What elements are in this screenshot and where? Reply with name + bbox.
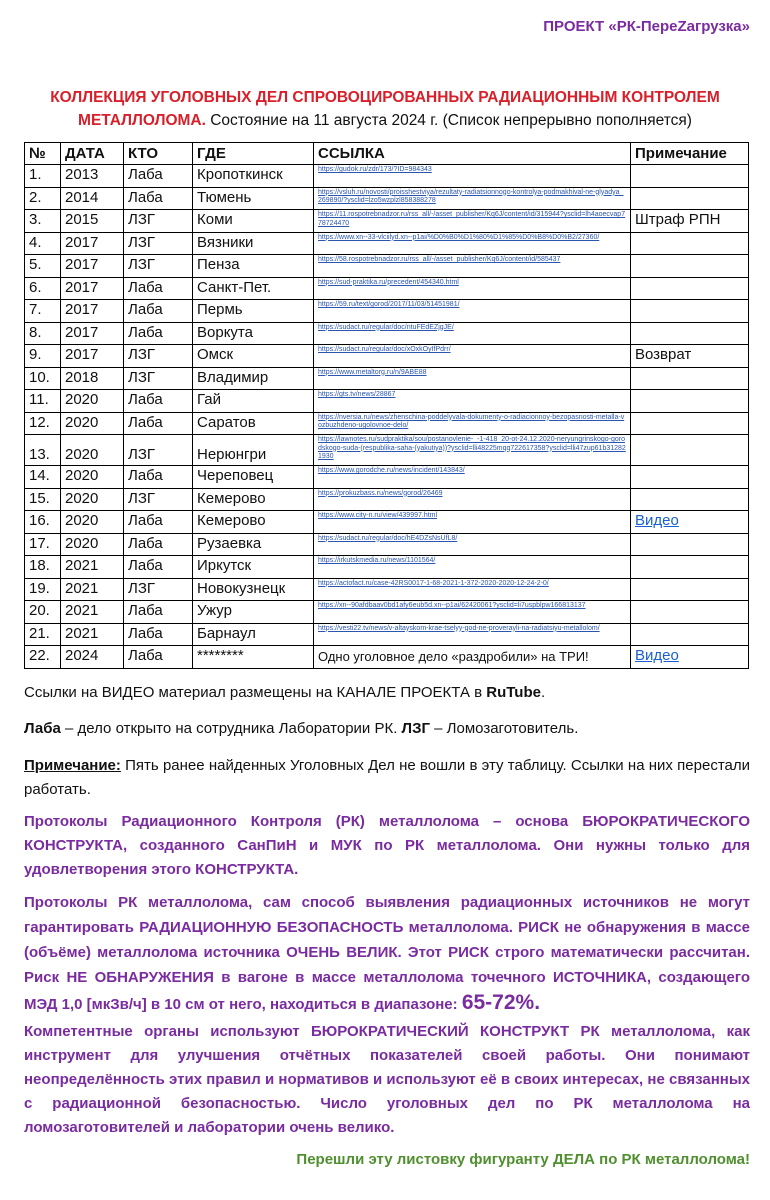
header-note: Примечание (631, 143, 749, 165)
row-date: 2020 (61, 466, 124, 489)
table-body (25, 165, 749, 669)
row-where: Коми (193, 210, 314, 233)
video-link[interactable]: Видео (635, 647, 679, 664)
row-note (631, 255, 749, 278)
row-link[interactable]: https://gudok.ru/zdr/173/?ID=984343 (318, 166, 432, 173)
row-who: ЛЗГ (124, 232, 193, 255)
row-link-cell (314, 255, 631, 278)
title-red: КОЛЛЕКЦИЯ УГОЛОВНЫХ ДЕЛ СПРОВОЦИРОВАННЫХ РАДИАЦИОННЫМ КОНТРОЛЕМ МЕТАЛЛОЛОМА. (50, 89, 720, 129)
row-where: Гай (193, 390, 314, 413)
row-link-cell (314, 466, 631, 489)
header-who: КТО (124, 143, 193, 165)
row-note (631, 533, 749, 556)
row-who: Лаба (124, 511, 193, 534)
row-where: Омск (193, 345, 314, 368)
row-note (631, 187, 749, 210)
row-link[interactable]: https://prokuzbass.ru/news/gorod/26469 (318, 489, 443, 497)
row-link[interactable]: https://xn--90afdbaav0bd1afy6eub5d.xn--p1ai/62420061?ysclid=li7uspblpw166813137 (318, 602, 586, 609)
row-who: ЛЗГ (124, 367, 193, 390)
row-number: 6. (25, 277, 61, 300)
table-row (25, 255, 749, 278)
header-number: № (25, 143, 61, 165)
row-link-cell (314, 322, 631, 345)
row-where: Новокузнецк (193, 578, 314, 601)
row-who: ЛЗГ (124, 345, 193, 368)
row-link-cell (314, 390, 631, 413)
row-link[interactable]: https://58.rospotrebnadzor.ru/rss_all/-/asset_publisher/Kq6J/content/id/585437 (318, 256, 561, 263)
row-who: Лаба (124, 187, 193, 210)
row-where: Нерюнгри (193, 435, 314, 466)
row-who: ЛЗГ (124, 578, 193, 601)
table-row (25, 623, 749, 646)
table-row (25, 601, 749, 624)
row-link-cell (314, 511, 631, 534)
row-number: 13. (25, 435, 61, 466)
note-paragraph: Примечание: Пять ранее найденных Уголовных Дел не вошли в эту таблицу. Ссылки на них перестали работать. (24, 757, 750, 798)
table-row (25, 210, 749, 233)
rutube-label: RuTube (486, 684, 541, 701)
row-number: 21. (25, 623, 61, 646)
row-date: 2017 (61, 345, 124, 368)
row-where: Кемерово (193, 488, 314, 511)
row-where: Вязники (193, 232, 314, 255)
row-link-cell (314, 345, 631, 368)
row-where: Пермь (193, 300, 314, 323)
cases-table (24, 142, 749, 669)
row-who: Лаба (124, 165, 193, 188)
row-number: 1. (25, 165, 61, 188)
row-date: 2020 (61, 488, 124, 511)
row-note: Возврат (631, 345, 749, 368)
row-who: ЛЗГ (124, 255, 193, 278)
row-number: 11. (25, 390, 61, 413)
row-link-cell (314, 210, 631, 233)
legend-lzg: ЛЗГ (401, 720, 430, 737)
row-date: 2020 (61, 511, 124, 534)
legend-laba: Лаба (24, 720, 61, 737)
row-link-cell (314, 277, 631, 300)
row-where: Воркута (193, 322, 314, 345)
table-row (25, 165, 749, 188)
row-where: Владимир (193, 367, 314, 390)
header-date: ДАТА (61, 143, 124, 165)
row-link[interactable]: https://sud-praktika.ru/precedent/454340.html (318, 278, 459, 286)
row-where: Кемерово (193, 511, 314, 534)
table-row (25, 367, 749, 390)
note-label: Примечание: (24, 757, 121, 774)
table-row (25, 412, 749, 435)
row-where: Иркутск (193, 556, 314, 579)
row-who: ЛЗГ (124, 488, 193, 511)
project-header: ПРОЕКТ «РК-ПереZагрузка» (543, 18, 750, 35)
row-who: Лаба (124, 412, 193, 435)
table-row (25, 646, 749, 669)
row-where: Саратов (193, 412, 314, 435)
row-who: Лаба (124, 646, 193, 669)
row-date: 2020 (61, 412, 124, 435)
row-number: 7. (25, 300, 61, 323)
row-who: Лаба (124, 300, 193, 323)
row-note (631, 623, 749, 646)
row-link[interactable]: https://sudact.ru/regular/doc/ntuFEdEZjgJE/ (318, 323, 454, 331)
row-link[interactable]: https://www.xn--33-vlciilyd.xn--p1ai/%D0%B0%D1%80%D1%85%D0%B8%D0%B2/27360/ (318, 233, 600, 241)
row-link-cell (314, 367, 631, 390)
row-note (631, 390, 749, 413)
row-where: Тюмень (193, 187, 314, 210)
row-date: 2013 (61, 165, 124, 188)
table-row (25, 466, 749, 489)
row-date: 2021 (61, 578, 124, 601)
row-who: Лаба (124, 556, 193, 579)
footer-call-to-action: Перешли эту листовку фигуранту ДЕЛА по РК металлолома! (296, 1151, 750, 1168)
row-link[interactable]: https://nversia.ru/news/zhenschina-poddelyvala-dokumenty-o-radiacionnoy-bezopasnosti-metalla-vozbuzhdeno-ugolovnoe-delo/ (318, 413, 625, 429)
row-where: Санкт-Пет. (193, 277, 314, 300)
row-link[interactable]: https://vsluh.ru/novosti/proisshestviya/rezultaty-radiatsionnogo-kontrolya-podmakhival-ne-glyadya_269890/?ysclid=lzo5wzplzl858388278 (318, 188, 624, 204)
table-row (25, 187, 749, 210)
row-note (631, 165, 749, 188)
row-link[interactable]: https://11.rospotrebnadzor.ru/rss_all/-/asset_publisher/Kq6J/content/id/315944?ysclid=lh4aoecvap778724470 (318, 211, 626, 227)
row-number: 19. (25, 578, 61, 601)
row-link-cell (314, 165, 631, 188)
row-number: 2. (25, 187, 61, 210)
row-date: 2018 (61, 367, 124, 390)
row-note (631, 511, 749, 534)
table-row (25, 556, 749, 579)
row-note (631, 412, 749, 435)
table-row (25, 232, 749, 255)
row-link-cell (314, 488, 631, 511)
legend-paragraph: Лаба – дело открыто на сотрудника Лаборатории РК. ЛЗГ – Ломозаготовитель. (24, 720, 579, 737)
row-date: 2021 (61, 623, 124, 646)
row-where: Барнаул (193, 623, 314, 646)
row-who: Лаба (124, 277, 193, 300)
row-number: 10. (25, 367, 61, 390)
table-row (25, 435, 749, 466)
row-link[interactable]: https://sudact.ru/regular/doc/hE4DZsNsUfL8/ (318, 534, 458, 542)
row-where: ******** (193, 646, 314, 669)
row-date: 2014 (61, 187, 124, 210)
table-row (25, 277, 749, 300)
row-link[interactable]: https://irkutskmedia.ru/news/1101564/ (318, 557, 436, 564)
row-link-cell (314, 601, 631, 624)
risk-range: 65-72%. (461, 991, 541, 1014)
header-link: ССЫЛКА (314, 143, 631, 165)
row-note (631, 232, 749, 255)
row-note (631, 556, 749, 579)
row-who: Лаба (124, 466, 193, 489)
video-paragraph: Ссылки на ВИДЕО материал размещены на КАНАЛЕ ПРОЕКТА в RuTube. (24, 684, 546, 701)
table-row (25, 345, 749, 368)
row-number: 20. (25, 601, 61, 624)
row-link[interactable]: https://59.ru/text/gorod/2017/11/03/51451981/ (318, 301, 460, 308)
row-date: 2017 (61, 232, 124, 255)
row-who: Лаба (124, 623, 193, 646)
row-link[interactable]: https://www.gorodche.ru/news/incident/143843/ (318, 467, 465, 474)
row-note (631, 300, 749, 323)
protocols-paragraph: Протоколы Радиационного Контроля (РК) металлолома – основа БЮРОКРАТИЧЕСКОГО КОНСТРУКТА, созданного СанПиН и МУК по РК металлолома. Они нужны только для удовлетворения этого КОНСТРУКТА. (24, 813, 750, 878)
row-where: Пенза (193, 255, 314, 278)
row-number: 15. (25, 488, 61, 511)
row-note (631, 435, 749, 466)
header-where: ГДЕ (193, 143, 314, 165)
row-note (631, 322, 749, 345)
row-who: Лаба (124, 601, 193, 624)
row-link[interactable]: https://sudact.ru/regular/doc/xOxkOyIfPdrr/ (318, 346, 451, 353)
row-number: 16. (25, 511, 61, 534)
row-link-cell (314, 187, 631, 210)
row-date: 2017 (61, 255, 124, 278)
row-link[interactable]: https://www.city-n.ru/view/439997.html (318, 512, 438, 519)
row-number: 9. (25, 345, 61, 368)
row-number: 22. (25, 646, 61, 669)
table-row (25, 578, 749, 601)
row-link-cell (314, 412, 631, 435)
title-status: Состояние на 11 августа 2024 г. (Список непрерывно пополняется) (210, 112, 692, 129)
row-link-cell (314, 533, 631, 556)
document-title (24, 86, 746, 132)
row-date: 2015 (61, 210, 124, 233)
table-row (25, 322, 749, 345)
row-date: 2020 (61, 533, 124, 556)
row-where: Рузаевка (193, 533, 314, 556)
row-who: ЛЗГ (124, 435, 193, 466)
row-link-cell (314, 556, 631, 579)
row-link[interactable]: https://vesti22.tv/news/v-altayskom-krae-tselyy-god-ne-proverayli-na-radiatsiyu-metallolom/ (318, 624, 600, 632)
row-number: 4. (25, 232, 61, 255)
authorities-paragraph: Компетентные органы используют БЮРОКРАТИЧЕСКИЙ КОНСТРУКТ РК металлолома, как инструмент для улучшения отчётных показателей своей работы. Они понимают неопределённость этих правил и нормативов и используют её в своих интересах, не связанных с радиационной безопасностью. Число уголовных дел по РК металлолома на ломозаготовителей и лаборатории очень велико. (24, 1023, 750, 1136)
row-date: 2021 (61, 601, 124, 624)
row-where: Череповец (193, 466, 314, 489)
row-link-cell (314, 232, 631, 255)
row-note (631, 488, 749, 511)
row-number: 8. (25, 322, 61, 345)
video-link[interactable]: Видео (635, 512, 679, 529)
row-date: 2020 (61, 435, 124, 466)
row-link-text: Одно уголовное дело «раздробили» на ТРИ! (318, 649, 589, 664)
row-link[interactable]: https://actofact.ru/case-42RS0017-1-68-2021-1-372-2020-2020-12-24-2-0/ (318, 579, 549, 587)
risk-paragraph: Протоколы РК металлолома, сам способ выявления радиационных источников не могут гарантировать РАДИАЦИОННУЮ БЕЗОПАСНОСТЬ металлолома. РИСК не обнаружения в массе (объёме) металлолома источника ОЧЕНЬ ВЕЛИК. Этот РИСК строго математически рассчитан. Риск НЕ ОБНАРУЖЕНИЯ в вагоне в массе металлолома точечного ИСТОЧНИКА, создающего МЭД 1,0 [мкЗв/ч] в 10 см от него, находиться в диапазоне: 65-72%. (24, 894, 750, 1014)
row-link-cell (314, 646, 631, 669)
row-number: 5. (25, 255, 61, 278)
row-note (631, 277, 749, 300)
row-number: 3. (25, 210, 61, 233)
row-who: Лаба (124, 533, 193, 556)
row-note: Штраф РПН (631, 210, 749, 233)
row-note (631, 367, 749, 390)
row-number: 12. (25, 412, 61, 435)
row-link-cell (314, 435, 631, 466)
row-date: 2020 (61, 390, 124, 413)
row-date: 2017 (61, 322, 124, 345)
row-note (631, 646, 749, 669)
row-link-cell (314, 300, 631, 323)
table-row (25, 511, 749, 534)
row-link[interactable]: https://gts.tv/news/28867 (318, 391, 396, 398)
table-row (25, 390, 749, 413)
table-row (25, 488, 749, 511)
row-date: 2017 (61, 300, 124, 323)
table-row (25, 533, 749, 556)
row-number: 18. (25, 556, 61, 579)
row-where: Ужур (193, 601, 314, 624)
row-who: Лаба (124, 390, 193, 413)
row-note (631, 578, 749, 601)
row-link-cell (314, 623, 631, 646)
row-link[interactable]: https://lawnotes.ru/sudpraktika/sou/postanovlenie-_-1-418_20-ot-24.12.2020-neryungrinskogo-gorodskogo-suda-(respublika-saha-(yakutiya))?ysclid=lli48225mqq722617358?ysclid=lli47zup61b312821930 (318, 436, 626, 460)
row-note (631, 466, 749, 489)
row-note (631, 601, 749, 624)
row-date: 2017 (61, 277, 124, 300)
row-who: Лаба (124, 322, 193, 345)
table-row (25, 300, 749, 323)
row-who: ЛЗГ (124, 210, 193, 233)
row-where: Кропоткинск (193, 165, 314, 188)
row-link-cell (314, 578, 631, 601)
table-header-row (25, 143, 749, 165)
row-link[interactable]: https://www.metaltorg.ru/n/9ABE88 (318, 368, 427, 376)
row-date: 2021 (61, 556, 124, 579)
row-date: 2024 (61, 646, 124, 669)
row-number: 17. (25, 533, 61, 556)
row-number: 14. (25, 466, 61, 489)
